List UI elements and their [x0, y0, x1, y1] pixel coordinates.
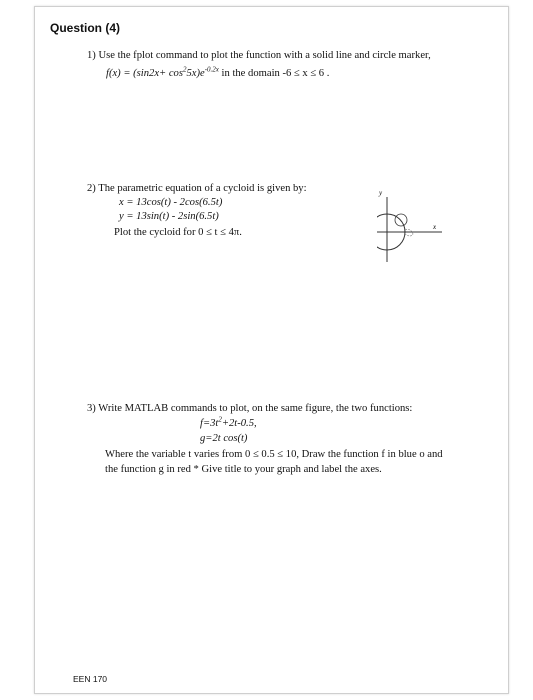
q1-function-line	[106, 67, 329, 81]
q2-eq-y: y = 13sin(t) - 2sin(6.5t)	[119, 211, 219, 222]
q1-domain: in the domain -6 ≤ x ≤ 6 .	[218, 68, 330, 79]
course-code-footer: EEN 170	[73, 674, 108, 684]
cycloid-figure	[377, 187, 447, 267]
q1-func-sup1: 2	[182, 65, 187, 74]
fig-y-label: y	[379, 189, 383, 197]
q3-where-line2: the function g in red * Give title to your graph and label the axes.	[105, 464, 382, 475]
question-title: Question (4)	[50, 21, 121, 35]
q3-g-equation: g=2t cos(t)	[200, 433, 248, 444]
q3-f-pre: f=3t	[200, 418, 219, 429]
q2-eq-x: x = 13cos(t) - 2cos(6.5t)	[119, 197, 223, 208]
q1-func-mid: 5x)e	[186, 68, 205, 79]
q1-func-sup2: -0.2x	[204, 65, 219, 74]
q2-instruction: 2) The parametric equation of a cycloid is given by:	[87, 183, 307, 194]
q2-plot-text: Plot the cycloid for 0 ≤ t ≤ 4π.	[114, 227, 242, 238]
fig-loop	[405, 230, 413, 237]
document-page	[34, 6, 509, 694]
q3-f-equation	[200, 417, 257, 431]
q1-instruction: 1) Use the fplot command to plot the function with a solid line and circle marker,	[87, 50, 431, 61]
fig-x-label: x	[433, 223, 437, 231]
q3-instruction: 3) Write MATLAB commands to plot, on the same figure, the two functions:	[87, 403, 413, 414]
q3-f-post: +2t-0.5,	[221, 418, 257, 429]
q3-where-line1: Where the variable t varies from 0 ≤ 0.5 ≤ 10, Draw the function f in blue o and	[105, 449, 443, 460]
q3-f-sup: 2	[218, 415, 222, 424]
q1-func-pre: f(x) = (sin2x+ cos	[106, 68, 183, 79]
